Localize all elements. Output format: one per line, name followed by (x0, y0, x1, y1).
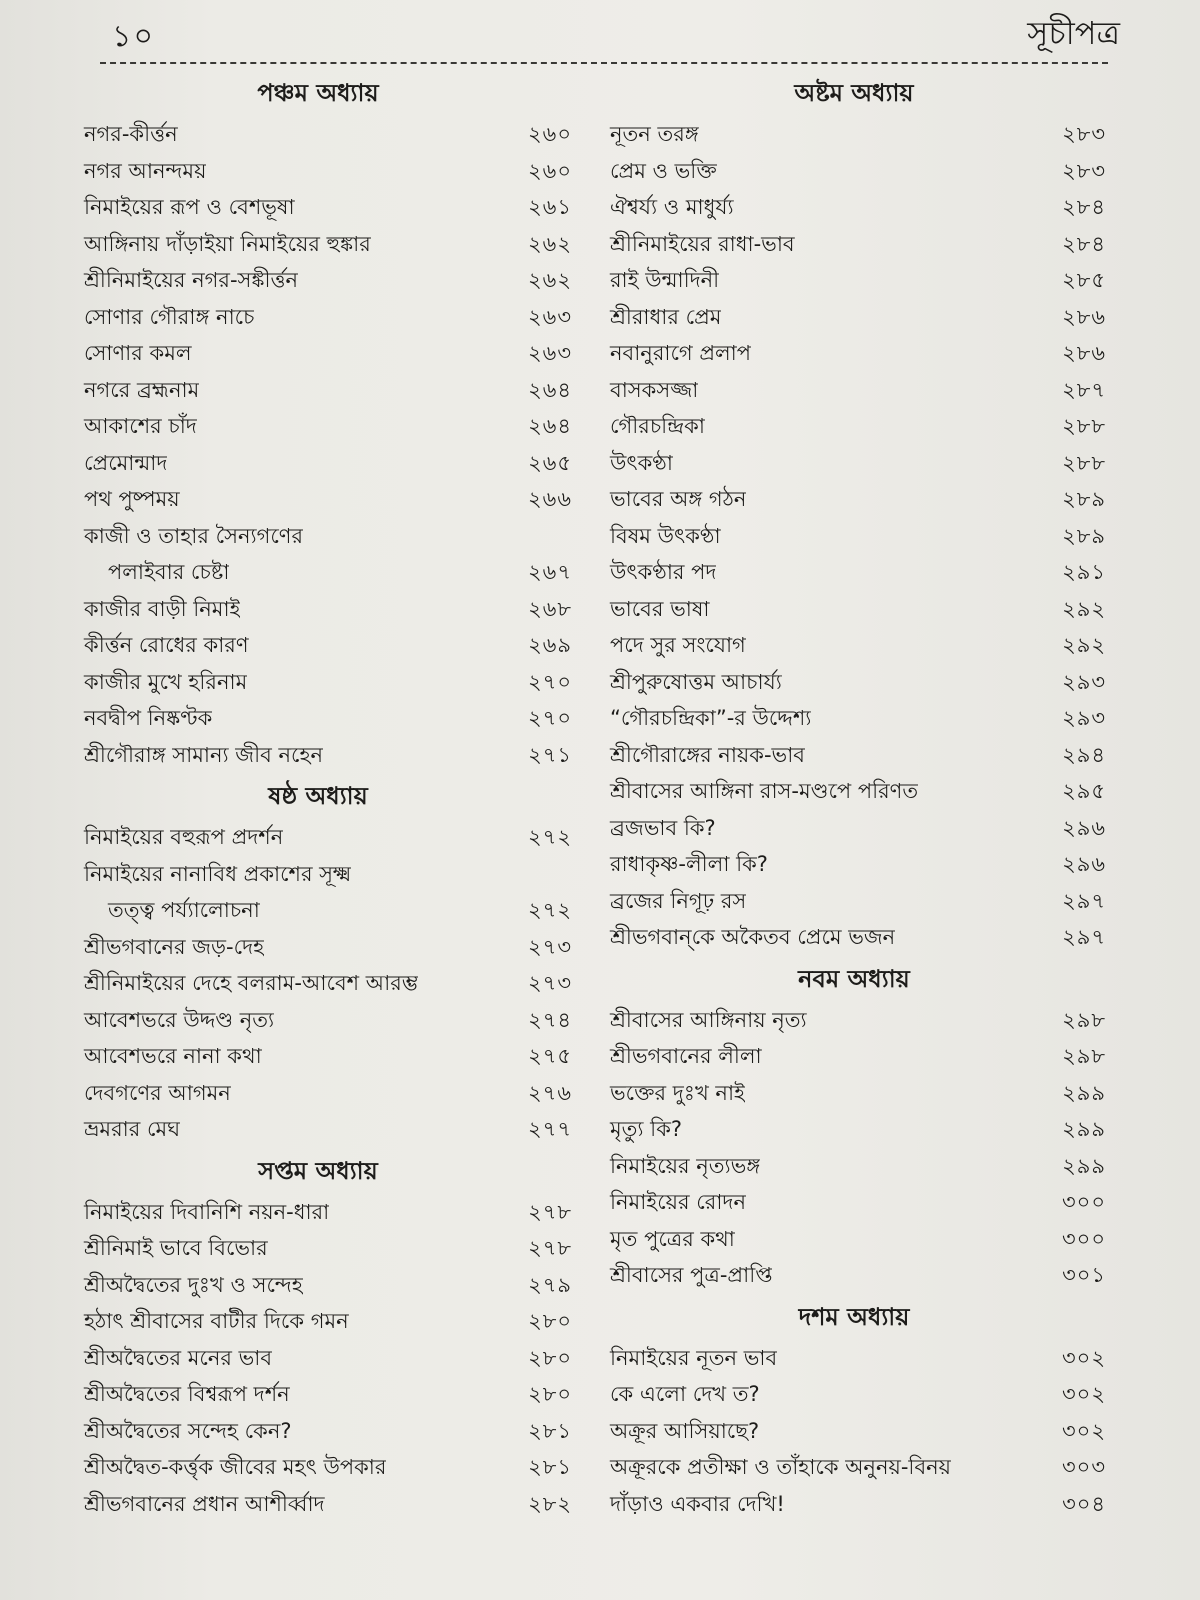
toc-entry-page-number: ২৮১ (528, 1418, 572, 1443)
toc-entry-title: পথ পুষ্পময় (84, 487, 180, 511)
toc-entry[interactable] (62, 554, 574, 591)
toc-entry-page-number: ২৮৪ (1062, 195, 1106, 219)
toc-entry[interactable] (602, 1111, 1106, 1148)
toc-entry-title: উৎকণ্ঠার পদ (610, 560, 717, 584)
toc-entry-title: প্রেম ও ভক্তি (610, 158, 717, 183)
toc-entry-page-number: ২৬৮ (528, 596, 572, 621)
toc-entry-title: নগর আনন্দময় (84, 158, 207, 183)
toc-entry-page-number: ২৮০ (528, 1345, 572, 1370)
toc-entry-title: কে এলো দেখ ত? (610, 1382, 760, 1406)
toc-entry-page-number: ২৮০ (528, 1382, 572, 1406)
toc-entry[interactable] (602, 591, 1106, 628)
toc-entry-page-number: ২৮৮ (1062, 414, 1106, 438)
toc-entry-title: ভাবের অঙ্গ গঠন (610, 487, 747, 511)
toc-entry-title: হঠাৎ শ্রীবাসের বাটীর দিকে গমন (84, 1309, 349, 1333)
toc-entry-title: নূতন তরঙ্গ (610, 122, 699, 146)
toc-entry-title: নিমাইয়ের নূতন ভাব (610, 1345, 778, 1370)
toc-entry-page-number: ২৬৪ (528, 414, 572, 438)
toc-right-column (602, 70, 1106, 1522)
toc-entry[interactable] (602, 189, 1106, 226)
toc-entry-page-number: ২৬২ (528, 268, 572, 292)
toc-entry[interactable] (62, 965, 574, 1002)
toc-entry[interactable] (602, 1257, 1106, 1294)
toc-entry-title: নগরে ব্রহ্মনাম (84, 377, 200, 402)
toc-entry[interactable] (62, 1340, 574, 1377)
toc-entry-title: আবেশভরে উদ্দণ্ড নৃত্য (84, 1007, 275, 1032)
toc-entry-page-number: ২৭০ (528, 669, 572, 694)
toc-entry[interactable] (602, 299, 1106, 336)
toc-entry-title: নিমাইয়ের বহুরূপ প্রদর্শন (84, 825, 284, 849)
toc-entry-page-number: ২৮১ (528, 1455, 572, 1479)
toc-entry-title: শ্রীঅদ্বৈত-কর্ত্তৃক জীবের মহৎ উপকার (84, 1455, 387, 1479)
toc-entry[interactable] (602, 664, 1106, 701)
toc-entry[interactable] (62, 856, 574, 893)
toc-entry[interactable] (602, 1376, 1106, 1413)
toc-entry[interactable] (602, 372, 1106, 409)
toc-entry[interactable] (602, 1221, 1106, 1258)
toc-entry[interactable] (602, 1075, 1106, 1112)
toc-entry-title: শ্রীনিমাই ভাবে বিভোর (84, 1236, 268, 1260)
toc-entry-page-number: ২৯৩ (1062, 669, 1106, 694)
toc-entry[interactable] (602, 1002, 1106, 1039)
toc-entry-title: মৃত্যু কি? (610, 1117, 683, 1141)
toc-entry-page-number: ২৮২ (528, 1491, 572, 1516)
toc-entry-title: কাজীর মুখে হরিনাম (84, 669, 248, 694)
toc-entry[interactable] (62, 226, 574, 263)
toc-entry-title: শ্রীঅদ্বৈতের মনের ভাব (84, 1345, 273, 1370)
toc-entry[interactable] (62, 1111, 574, 1148)
toc-entry-page-number: ৩০১ (1062, 1263, 1106, 1287)
toc-entry-title: ভাবের ভাষা (610, 596, 710, 621)
toc-entry[interactable] (602, 116, 1106, 153)
toc-entry-page-number: ২৮৭ (1062, 377, 1106, 402)
toc-entry[interactable] (602, 335, 1106, 372)
toc-entry-page-number: ৩০০ (1062, 1190, 1106, 1214)
toc-entry-page-number: ২৬২ (528, 231, 572, 256)
toc-left-column (62, 70, 574, 1522)
toc-entry-title: মৃত পুত্রের কথা (610, 1226, 735, 1251)
toc-entry-title: নবদ্বীপ নিষ্কণ্টক (84, 706, 213, 730)
chapter-section (62, 1148, 574, 1523)
toc-entry[interactable] (62, 700, 574, 737)
toc-entry-title: নিমাইয়ের নৃত্যভঙ্গ (610, 1153, 761, 1178)
toc-entry-title: শ্রীবাসের পুত্র-প্রাপ্তি (610, 1263, 773, 1287)
toc-entry-title: শ্রীনিমাইয়ের নগর-সঙ্কীর্ত্তন (84, 268, 299, 292)
toc-entry-title: বাসকসজ্জা (610, 377, 699, 402)
toc-entry[interactable] (602, 737, 1106, 774)
running-title: সূচীপত্র (1027, 14, 1120, 52)
toc-entry-title: প্রেমোন্মাদ (84, 450, 168, 475)
toc-entry-page-number: ২৭০ (528, 706, 572, 730)
toc-entry-title: নবানুরাগে প্রলাপ (610, 341, 752, 365)
toc-entry[interactable] (602, 518, 1106, 555)
toc-entry-page-number: ২৯৬ (1062, 815, 1106, 840)
toc-entry-title: সোণার গৌরাঙ্গ নাচে (84, 304, 255, 329)
toc-entry-page-number: ২৬৪ (528, 377, 572, 402)
toc-entry[interactable] (602, 919, 1106, 956)
toc-entry[interactable] (62, 481, 574, 518)
chapter-section (602, 956, 1106, 1294)
toc-entry-page-number: ২৮৫ (1062, 268, 1106, 292)
toc-entry-title: আকাশের চাঁদ (84, 414, 197, 438)
toc-entry[interactable] (602, 883, 1106, 920)
toc-entry-title: শ্রীঅদ্বৈতের সন্দেহ কেন? (84, 1418, 292, 1443)
toc-entry[interactable] (602, 773, 1106, 810)
toc-entry[interactable] (602, 810, 1106, 847)
toc-entry-page-number: ২৮৬ (1062, 304, 1106, 329)
toc-entry[interactable] (62, 591, 574, 628)
toc-entry-title: শ্রীনিমাইয়ের রাধা-ভাব (610, 231, 795, 256)
toc-entry-page-number: ২৬৩ (528, 304, 572, 329)
toc-entry-page-number: ৩০০ (1062, 1226, 1106, 1251)
toc-entry[interactable] (62, 664, 574, 701)
toc-entry-page-number: ২৭৬ (528, 1080, 572, 1105)
toc-entry-page-number: ২৬৭ (528, 560, 572, 584)
toc-entry[interactable] (602, 445, 1106, 482)
toc-entry-title: শ্রীবাসের আঙ্গিনায় নৃত্য (610, 1007, 807, 1032)
toc-entry-title: পলাইবার চেষ্টা (108, 560, 230, 584)
chapter-heading: সপ্তম অধ্যায় (258, 1155, 378, 1185)
toc-entry-title: দেবগণের আগমন (84, 1080, 231, 1105)
toc-entry[interactable] (62, 1486, 574, 1523)
toc-entry[interactable] (602, 1413, 1106, 1450)
toc-entry-page-number: ৩০৪ (1062, 1491, 1106, 1516)
toc-entry-page-number: ২৭৪ (528, 1007, 572, 1032)
toc-entry[interactable] (602, 481, 1106, 518)
toc-entry-page-number: ২৬০ (528, 158, 572, 183)
toc-entry[interactable] (62, 1002, 574, 1039)
toc-entry-title: কাজী ও তাহার সৈন্যগণের (84, 523, 304, 548)
toc-entry-title: “গৌরচন্দ্রিকা”-র উদ্দেশ্য (610, 706, 812, 730)
toc-entry-title: উৎকণ্ঠা (610, 450, 673, 475)
toc-entry-title: আবেশভরে নানা কথা (84, 1044, 262, 1068)
toc-entry[interactable] (62, 1075, 574, 1112)
toc-entry-page-number: ২৯৯ (1062, 1117, 1106, 1141)
toc-entry-page-number: ২৬৬ (528, 487, 572, 511)
toc-entry-page-number: ২৯৩ (1062, 706, 1106, 730)
chapter-heading: পঞ্চম অধ্যায় (257, 78, 379, 107)
toc-entry-title: রাই উন্মাদিনী (610, 268, 720, 292)
toc-entry-title: নগর-কীর্ত্তন (84, 122, 178, 146)
toc-entry-page-number: ২৮৬ (1062, 341, 1106, 365)
toc-entry[interactable] (62, 1267, 574, 1304)
toc-entry[interactable] (62, 445, 574, 482)
toc-entry-title: শ্রীঅদ্বৈতের দুঃখ ও সন্দেহ (84, 1272, 303, 1297)
toc-entry-page-number: ২৬১ (528, 195, 572, 219)
toc-entry[interactable] (602, 226, 1106, 263)
toc-entry-page-number: ২৯৫ (1062, 779, 1106, 803)
chapter-section (602, 1294, 1106, 1523)
toc-entry-title: ভক্তের দুঃখ নাই (610, 1080, 745, 1105)
toc-entry[interactable] (62, 372, 574, 409)
toc-entry[interactable] (602, 1038, 1106, 1075)
toc-entry-page-number: ২৬৫ (528, 450, 572, 475)
toc-entry-page-number: ২৯৮ (1062, 1007, 1106, 1032)
toc-entry[interactable] (62, 1230, 574, 1267)
toc-entry-title: নিমাইয়ের দিবানিশি নয়ন-ধারা (84, 1199, 330, 1224)
toc-entry-title: কাজীর বাড়ী নিমাই (84, 596, 241, 621)
toc-entry-page-number: ২৮৪ (1062, 231, 1106, 256)
toc-entry-page-number: ২৮৮ (1062, 450, 1106, 475)
toc-entry[interactable] (602, 1486, 1106, 1523)
toc-entry-page-number: ২৯৭ (1062, 925, 1106, 949)
toc-entry-title: অক্রূরকে প্রতীক্ষা ও তাঁহাকে অনুনয়-বিনয় (610, 1455, 952, 1479)
toc-entry[interactable] (62, 929, 574, 966)
toc-entry-title: ঐশ্বর্য্য ও মাধুর্য্য (610, 195, 734, 219)
chapter-heading: ষষ্ঠ অধ্যায় (268, 781, 368, 810)
toc-entry[interactable] (62, 819, 574, 856)
toc-entry[interactable] (62, 737, 574, 774)
toc-entry-page-number: ২৮৩ (1062, 158, 1106, 183)
toc-entry-page-number: ২৯৯ (1062, 1080, 1106, 1105)
toc-entry[interactable] (602, 627, 1106, 664)
toc-entry-title: আঙ্গিনায় দাঁড়াইয়া নিমাইয়ের হুঙ্কার (84, 231, 371, 256)
toc-entry-page-number: ২৬৯ (528, 633, 572, 657)
toc-entry-page-number: ২৭৮ (528, 1236, 572, 1260)
chapter-heading: অষ্টম অধ্যায় (794, 78, 914, 107)
toc-entry-page-number: ৩০৩ (1062, 1455, 1106, 1479)
toc-entry-page-number: ২৭২ (528, 898, 572, 922)
toc-entry-page-number: ২৯৭ (1062, 888, 1106, 913)
toc-entry[interactable] (62, 1376, 574, 1413)
toc-entry[interactable] (602, 153, 1106, 190)
toc-entry-page-number: ২৭৫ (528, 1044, 572, 1068)
toc-entry[interactable] (602, 700, 1106, 737)
toc-entry[interactable] (62, 1194, 574, 1231)
toc-entry-page-number: ২৯৯ (1062, 1153, 1106, 1178)
header-divider (100, 62, 1108, 64)
toc-entry-page-number: ২৭৩ (528, 934, 572, 959)
toc-entry-title: সোণার কমল (84, 341, 192, 365)
toc-entry-title: ব্রজের নিগূঢ় রস (610, 888, 747, 913)
toc-entry-title: নিমাইয়ের নানাবিধ প্রকাশের সূক্ষ্ম (84, 861, 352, 886)
toc-entry-page-number: ২৬৩ (528, 341, 572, 365)
toc-entry[interactable] (62, 627, 574, 664)
toc-entry-title: কীর্ত্তন রোধের কারণ (84, 633, 249, 657)
toc-entry-page-number: ৩০২ (1062, 1418, 1106, 1443)
toc-entry-page-number: ২৭১ (528, 742, 572, 767)
toc-entry-title: শ্রীঅদ্বৈতের বিশ্বরূপ দর্শন (84, 1382, 290, 1406)
page-number: ১০ (112, 19, 155, 54)
toc-entry-page-number: ২৭৮ (528, 1199, 572, 1224)
toc-entry-page-number: ২৮৩ (1062, 122, 1106, 146)
toc-entry-page-number: ২৭৯ (528, 1272, 572, 1297)
page-header (0, 0, 1200, 70)
toc-entry[interactable] (62, 892, 574, 929)
toc-entry-page-number: ২৮০ (528, 1309, 572, 1333)
toc-entry-title: শ্রীরাধার প্রেম (610, 304, 722, 329)
toc-entry-title: ভ্রমরার মেঘ (84, 1117, 181, 1141)
toc-entry-title: শ্রীভগবানের জড়-দেহ (84, 934, 265, 959)
chapter-heading: দশম অধ্যায় (798, 1301, 910, 1331)
toc-entry-title: নিমাইয়ের রোদন (610, 1190, 746, 1214)
toc-entry-page-number: ২৯৪ (1062, 742, 1106, 767)
toc-entry[interactable] (62, 1303, 574, 1340)
toc-entry[interactable] (602, 846, 1106, 883)
chapter-section (62, 773, 574, 1148)
toc-entry-page-number: ৩০২ (1062, 1382, 1106, 1406)
toc-entry-title: শ্রীবাসের আঙ্গিনা রাস-মণ্ডপে পরিণত (610, 779, 919, 803)
toc-entry-page-number: ২৭৩ (528, 971, 572, 995)
toc-entry[interactable] (62, 1449, 574, 1486)
toc-entry[interactable] (62, 189, 574, 226)
toc-entry-page-number: ২৮৯ (1062, 487, 1106, 511)
toc-entry-title: শ্রীগৌরাঙ্গ সামান্য জীব নহেন (84, 742, 324, 767)
toc-entry-title: গৌরচন্দ্রিকা (610, 414, 705, 438)
toc-entry-title: নিমাইয়ের রূপ ও বেশভূষা (84, 195, 295, 219)
toc-entry[interactable] (62, 518, 574, 555)
toc-entry-title: অক্রূর আসিয়াছে? (610, 1418, 760, 1443)
toc-entry[interactable] (602, 262, 1106, 299)
toc-entry[interactable] (62, 1038, 574, 1075)
toc-entry-page-number: ২৮৯ (1062, 523, 1106, 548)
toc-entry-page-number: ২৬০ (528, 122, 572, 146)
toc-entry-page-number: ২৯২ (1062, 633, 1106, 657)
toc-entry[interactable] (602, 408, 1106, 445)
toc-entry-title: তত্ত্ব পর্য্যালোচনা (108, 898, 260, 922)
toc-entry-page-number: ২৯৬ (1062, 852, 1106, 876)
toc-entry-title: শ্রীভগবানের লীলা (610, 1044, 762, 1068)
chapter-section (62, 70, 574, 773)
toc-entry-title: শ্রীগৌরাঙ্গের নায়ক-ভাব (610, 742, 805, 767)
toc-entry-title: শ্রীনিমাইয়ের দেহে বলরাম-আবেশ আরম্ভ (84, 971, 419, 995)
toc-entry-page-number: ২৯৮ (1062, 1044, 1106, 1068)
toc-entry-title: দাঁড়াও একবার দেখি! (610, 1491, 785, 1516)
toc-entry-page-number: ২৯১ (1062, 560, 1106, 584)
toc-entry-title: শ্রীপুরুষোত্তম আচার্য্য (610, 669, 782, 694)
toc-entry[interactable] (62, 299, 574, 336)
chapter-section (602, 70, 1106, 956)
toc-entry[interactable] (602, 1449, 1106, 1486)
toc-entry-page-number: ২৯২ (1062, 596, 1106, 621)
toc-entry-title: রাধাকৃষ্ণ-লীলা কি? (610, 852, 768, 876)
toc-entry[interactable] (62, 335, 574, 372)
toc-entry[interactable] (62, 1413, 574, 1450)
toc-entry-title: পদে সুর সংযোগ (610, 633, 746, 657)
toc-entry-page-number: ২৭৭ (528, 1117, 572, 1141)
toc-entry[interactable] (62, 262, 574, 299)
toc-entry-page-number: ৩০২ (1062, 1345, 1106, 1370)
toc-entry[interactable] (62, 116, 574, 153)
toc-entry-title: বিষম উৎকণ্ঠা (610, 523, 721, 548)
toc-entry-page-number: ২৭২ (528, 825, 572, 849)
toc-entry[interactable] (62, 153, 574, 190)
toc-entry[interactable] (62, 408, 574, 445)
toc-entry-title: শ্রীভগবানের প্রধান আশীর্ব্বাদ (84, 1491, 325, 1516)
toc-entry[interactable] (602, 1148, 1106, 1185)
toc-entry-title: শ্রীভগবান্‌কে অকৈতব প্রেমে ভজন (610, 925, 896, 949)
toc-entry-title: ব্রজভাব কি? (610, 815, 716, 840)
chapter-heading: নবম অধ্যায় (798, 963, 910, 993)
toc-entry[interactable] (602, 1340, 1106, 1377)
toc-entry[interactable] (602, 554, 1106, 591)
toc-entry[interactable] (602, 1184, 1106, 1221)
